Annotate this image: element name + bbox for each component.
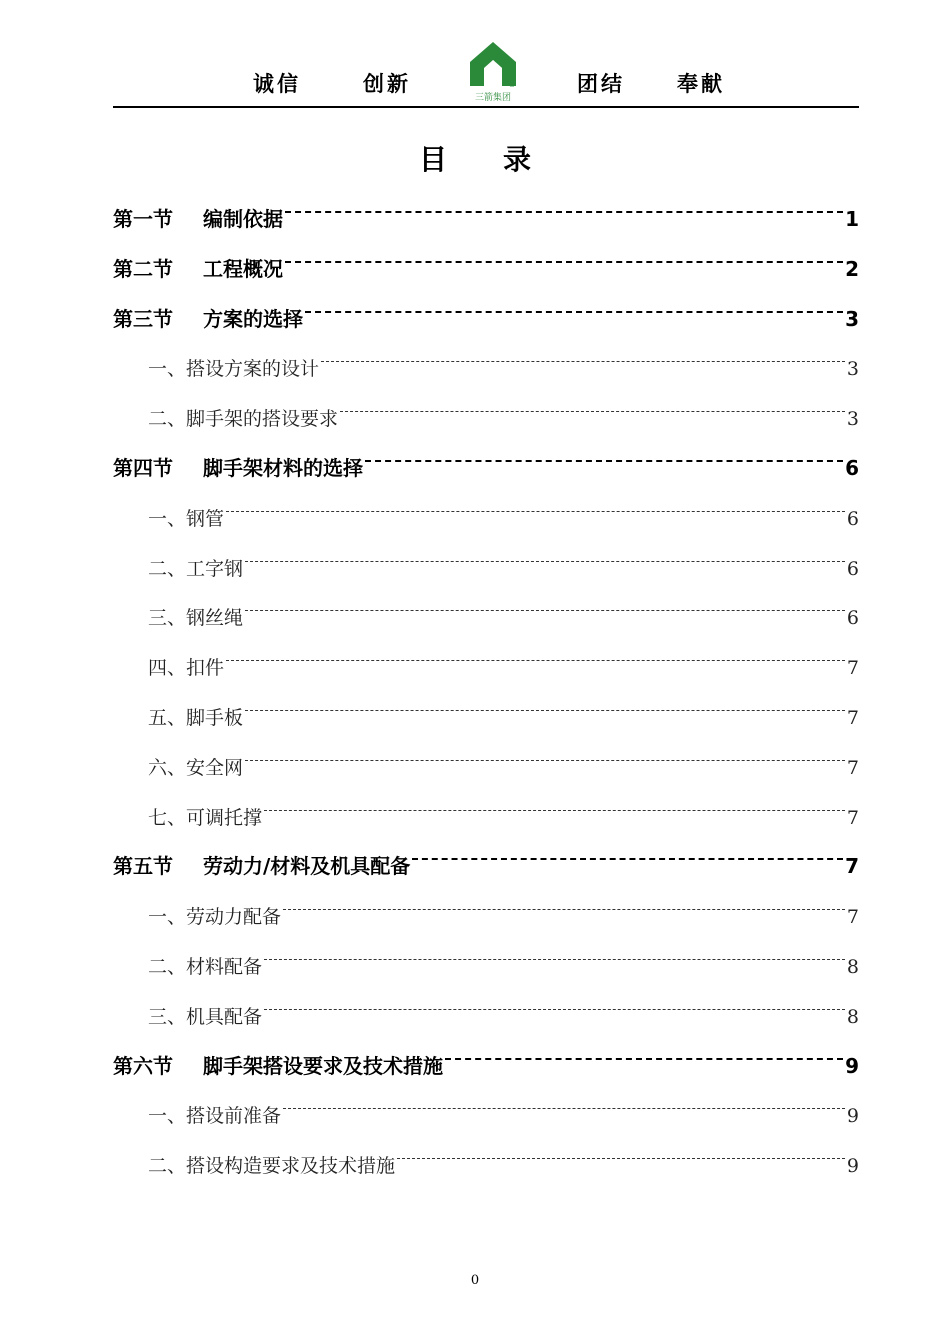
toc-entry-page: 7 [846, 657, 859, 680]
toc-entry-number: 第四节 [113, 455, 173, 480]
toc-section-entry[interactable] [113, 196, 859, 246]
toc-dot-leader [397, 1142, 845, 1172]
toc-entry-page: 8 [846, 1005, 859, 1028]
toc-entry-number: 第六节 [113, 1053, 173, 1078]
toc-dot-leader [321, 345, 845, 375]
toc-entry-text: 脚手板 [186, 706, 244, 729]
toc-entry-page: 9 [845, 1053, 859, 1078]
toc-entry-label [113, 1051, 443, 1081]
toc-dot-leader [264, 794, 845, 824]
table-of-contents [113, 196, 859, 1192]
toc-dot-leader [226, 495, 845, 525]
motto-integrity: 诚信 [253, 72, 301, 96]
toc-subsection-entry[interactable] [113, 694, 859, 744]
toc-entry-text: 搭设构造要求及技术措施 [186, 1155, 396, 1178]
toc-entry-label [148, 1101, 281, 1131]
toc-title: 目录 [418, 143, 587, 176]
toc-subsection-entry[interactable] [113, 794, 859, 844]
toc-entry-label [148, 1151, 395, 1181]
toc-entry-text: 材料配备 [186, 955, 263, 978]
toc-entry-text: 搭设前准备 [186, 1105, 282, 1128]
toc-entry-label [113, 453, 363, 483]
toc-entry-text: 工字钢 [186, 557, 244, 580]
toc-entry-label [148, 753, 243, 783]
toc-entry-text: 扣件 [186, 657, 225, 680]
toc-entry-number: 一、 [148, 1105, 187, 1128]
toc-entry-label [148, 554, 243, 584]
motto-unity: 团结 [577, 72, 625, 96]
toc-dot-leader [245, 545, 845, 575]
toc-entry-text: 安全网 [186, 756, 244, 779]
toc-section-entry[interactable] [113, 246, 859, 296]
toc-subsection-entry[interactable] [113, 545, 859, 595]
toc-entry-number: 一、 [148, 507, 187, 530]
toc-entry-number: 四、 [148, 657, 187, 680]
motto-innovation: 创新 [363, 72, 411, 96]
toc-dot-leader [340, 395, 845, 425]
toc-entry-number: 五、 [148, 706, 187, 729]
toc-entry-page: 3 [845, 306, 859, 331]
toc-entry-text: 机具配备 [186, 1005, 263, 1028]
toc-entry-page: 6 [845, 455, 859, 480]
toc-entry-page: 2 [845, 256, 859, 281]
toc-dot-leader [283, 1092, 845, 1122]
toc-entry-page: 8 [846, 955, 859, 978]
toc-entry-label [148, 404, 338, 434]
logo-text: 三箭集团 [474, 93, 511, 103]
toc-entry-page: 6 [846, 607, 859, 630]
toc-entry-number: 七、 [148, 806, 187, 829]
toc-subsection-entry[interactable] [113, 644, 859, 694]
toc-entry-page: 7 [845, 854, 859, 879]
toc-entry-text: 可调托撑 [186, 806, 263, 829]
toc-section-entry[interactable] [113, 445, 859, 495]
toc-entry-page: 1 [845, 207, 859, 231]
toc-subsection-entry[interactable] [113, 893, 859, 943]
toc-entry-page: 7 [846, 756, 859, 779]
toc-entry-page: 3 [846, 358, 859, 381]
toc-entry-label [148, 603, 243, 633]
toc-entry-number: 二、 [148, 557, 187, 580]
toc-entry-number: 第二节 [113, 256, 173, 281]
page-number: 0 [470, 1273, 480, 1288]
toc-entry-label [113, 304, 303, 334]
toc-dot-leader [285, 246, 843, 276]
toc-subsection-entry[interactable] [113, 744, 859, 794]
toc-entry-number: 二、 [148, 1155, 187, 1178]
toc-dot-leader [245, 744, 845, 774]
toc-entry-text: 钢管 [186, 507, 225, 530]
toc-entry-text: 劳动力/材料及机具配备 [203, 854, 411, 879]
toc-entry-page: 9 [846, 1155, 859, 1178]
toc-entry-page: 9 [846, 1105, 859, 1128]
toc-subsection-entry[interactable] [113, 495, 859, 545]
toc-subsection-entry[interactable] [113, 993, 859, 1043]
toc-dot-leader [283, 893, 845, 923]
toc-entry-text: 脚手架搭设要求及技术措施 [203, 1053, 443, 1078]
toc-entry-label [148, 803, 262, 833]
toc-dot-leader [285, 196, 843, 226]
toc-subsection-entry[interactable] [113, 395, 859, 445]
toc-entry-number: 第五节 [113, 854, 173, 879]
registered-mark: ® [508, 80, 516, 89]
company-logo [468, 40, 518, 102]
toc-section-entry[interactable] [113, 1043, 859, 1093]
toc-entry-number: 一、 [148, 906, 187, 929]
toc-entry-label [113, 204, 283, 234]
toc-dot-leader [305, 296, 843, 326]
toc-entry-number: 二、 [148, 955, 187, 978]
toc-entry-label [148, 653, 224, 683]
toc-entry-number: 三、 [148, 1005, 187, 1028]
toc-entry-page: 6 [846, 557, 859, 580]
toc-dot-leader [264, 993, 845, 1023]
toc-entry-number: 三、 [148, 607, 187, 630]
toc-entry-text: 工程概况 [203, 256, 283, 281]
toc-dot-leader [245, 694, 845, 724]
toc-dot-leader [245, 594, 845, 624]
toc-entry-label [148, 354, 319, 384]
toc-entry-page: 3 [846, 408, 859, 431]
toc-entry-text: 脚手架的搭设要求 [186, 408, 339, 431]
toc-entry-page: 7 [846, 806, 859, 829]
toc-dot-leader [412, 843, 843, 873]
toc-section-entry[interactable] [113, 843, 859, 893]
toc-entry-label [113, 254, 283, 284]
toc-entry-page: 6 [846, 507, 859, 530]
toc-entry-text: 搭设方案的设计 [186, 358, 320, 381]
toc-entry-label [113, 851, 410, 881]
toc-entry-number: 一、 [148, 358, 187, 381]
toc-entry-text: 方案的选择 [203, 306, 303, 331]
toc-entry-text: 编制依据 [203, 207, 283, 231]
toc-subsection-entry[interactable] [113, 1092, 859, 1142]
toc-entry-label [148, 1002, 262, 1032]
toc-entry-text: 脚手架材料的选择 [203, 455, 363, 480]
toc-subsection-entry[interactable] [113, 1142, 859, 1192]
toc-entry-label [148, 902, 281, 932]
toc-dot-leader [226, 644, 845, 674]
toc-dot-leader [365, 445, 843, 475]
toc-entry-label [148, 703, 243, 733]
toc-entry-number: 六、 [148, 756, 187, 779]
toc-entry-label [148, 952, 262, 982]
page-header [113, 38, 859, 108]
toc-subsection-entry[interactable] [113, 594, 859, 644]
toc-entry-text: 劳动力配备 [186, 906, 282, 929]
toc-entry-page: 7 [846, 906, 859, 929]
toc-subsection-entry[interactable] [113, 345, 859, 395]
toc-entry-text: 钢丝绳 [186, 607, 244, 630]
toc-entry-page: 7 [846, 706, 859, 729]
toc-dot-leader [264, 943, 845, 973]
toc-entry-number: 第三节 [113, 306, 173, 331]
toc-entry-number: 第一节 [113, 207, 173, 231]
motto-dedication: 奉献 [677, 72, 725, 96]
toc-dot-leader [445, 1043, 843, 1073]
toc-entry-number: 二、 [148, 408, 187, 431]
toc-entry-label [148, 504, 224, 534]
toc-section-entry[interactable] [113, 296, 859, 346]
toc-subsection-entry[interactable] [113, 943, 859, 993]
